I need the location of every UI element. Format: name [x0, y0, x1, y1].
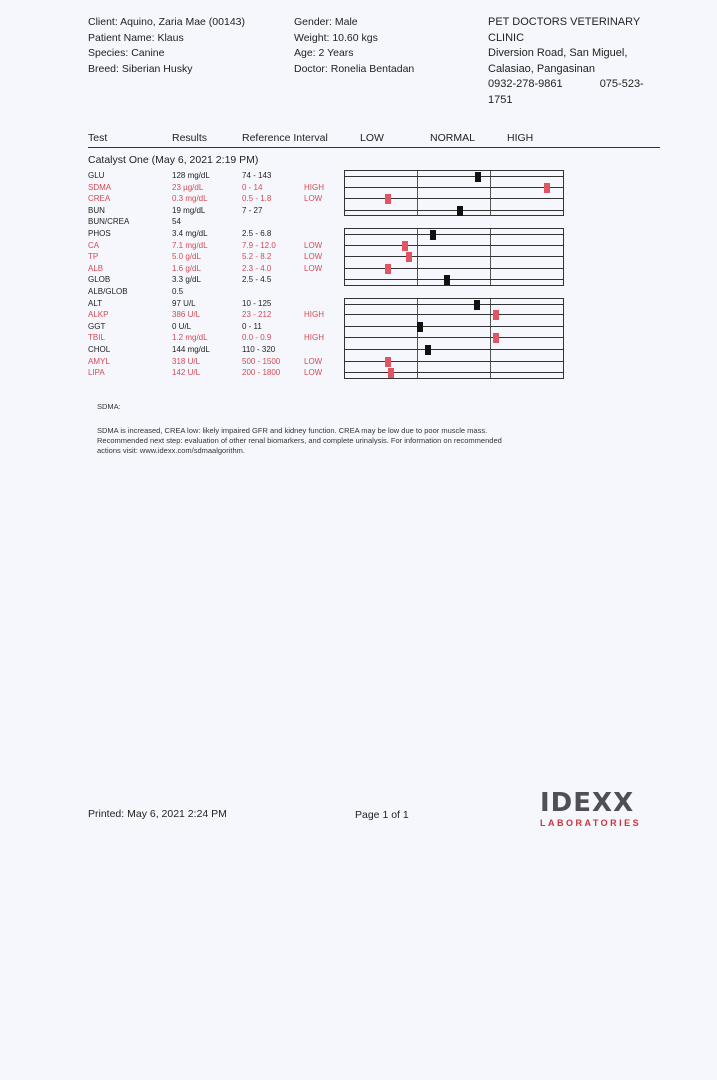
- range-gauge: [344, 205, 564, 217]
- report-header: [88, 15, 668, 110]
- result-marker: [493, 310, 499, 320]
- result-flag: LOW: [304, 368, 323, 378]
- reference-interval: 10 - 125: [242, 298, 272, 308]
- range-gauge: [344, 356, 564, 368]
- weight: Weight: 10.60 kgs: [294, 31, 378, 44]
- patient-name: Patient Name: Klaus: [88, 31, 184, 44]
- test-result: 1.2 mg/dL: [172, 333, 208, 343]
- result-row-phos: [88, 228, 688, 240]
- clinic-phone-1: 0932-278-9861: [488, 78, 563, 90]
- reference-interval: 0 - 11: [242, 321, 262, 331]
- result-flag: LOW: [304, 240, 323, 250]
- test-name: ALB/GLOB: [88, 287, 128, 296]
- clinic-phone-2: 075-523-: [599, 78, 644, 90]
- page-number: Page 1 of 1: [355, 809, 409, 821]
- reference-interval: 7.9 - 12.0: [242, 240, 276, 250]
- reference-interval: 2.5 - 6.8: [242, 229, 272, 238]
- test-result: 97 U/L: [172, 298, 196, 308]
- result-row-bun-crea: [88, 216, 688, 228]
- range-gauge: [344, 263, 564, 275]
- col-low: LOW: [360, 132, 384, 144]
- result-row-ggt: [88, 321, 688, 333]
- result-marker: [402, 241, 408, 251]
- section-title: Catalyst One (May 6, 2021 2:19 PM): [88, 154, 259, 166]
- result-row-alt: [88, 298, 688, 310]
- reference-interval: 200 - 1800: [242, 368, 281, 378]
- reference-interval: 2.5 - 4.5: [242, 275, 272, 285]
- note-title: SDMA:: [97, 402, 121, 411]
- result-marker: [474, 300, 480, 310]
- column-headers: [88, 132, 660, 148]
- reference-interval: 23 - 212: [242, 310, 272, 320]
- test-name: GLOB: [88, 275, 111, 285]
- result-row-amyl: [88, 356, 688, 368]
- col-normal: NORMAL: [430, 132, 475, 144]
- doctor: Doctor: Ronelia Bentadan: [294, 62, 415, 75]
- result-flag: HIGH: [304, 310, 324, 320]
- interpretation-comment: SDMA is increased, CREA low: likely impaired GFR and kidney function. CREA may be low due to poor muscle mass. Recommended next step: evaluation of other renal biomarkers, and complete urinalysis. For information on recommended actions visit: www.idexx.com/sdmaalgorithm.: [97, 426, 502, 455]
- result-marker: [385, 194, 391, 204]
- result-marker: [425, 345, 431, 355]
- reference-interval: 7 - 27: [242, 205, 263, 215]
- age: Age: 2 Years: [294, 47, 354, 59]
- result-marker: [544, 183, 550, 193]
- test-result: 54: [172, 217, 181, 227]
- result-flag: LOW: [304, 263, 323, 273]
- clinic-phone-3: 1751: [488, 93, 513, 106]
- result-marker: [430, 230, 436, 240]
- reference-interval: 500 - 1500: [242, 356, 281, 366]
- logo-main: IDEXX: [540, 788, 635, 818]
- range-gauge: [344, 309, 564, 321]
- test-name: TBIL: [88, 333, 105, 343]
- test-name: SDMA: [88, 182, 112, 192]
- test-name: TP: [88, 252, 99, 262]
- client-name: Client: Aquino, Zaria Mae (00143): [88, 16, 246, 28]
- test-result: 142 U/L: [172, 368, 201, 378]
- range-gauge: [344, 321, 564, 333]
- result-row-glob: [88, 274, 688, 286]
- test-name: LIPA: [88, 368, 105, 378]
- test-result: 0.3 mg/dL: [172, 194, 208, 204]
- test-result: 19 mg/dL: [172, 205, 206, 215]
- result-marker: [406, 252, 412, 262]
- test-result: 1.6 g/dL: [172, 263, 201, 273]
- range-gauge: [344, 240, 564, 252]
- range-gauge: [344, 228, 564, 240]
- test-name: GGT: [88, 321, 106, 331]
- reference-interval: 0.0 - 0.9: [242, 333, 272, 343]
- result-marker: [385, 357, 391, 367]
- col-reference: Reference Interval: [242, 132, 328, 144]
- test-result: 386 U/L: [172, 310, 201, 320]
- breed: Breed: Siberian Husky: [88, 62, 193, 75]
- col-test: Test: [88, 132, 108, 144]
- reference-interval: 74 - 143: [242, 171, 272, 180]
- test-result: 3.4 mg/dL: [172, 229, 208, 238]
- test-result: 7.1 mg/dL: [172, 240, 208, 250]
- range-gauge: [344, 193, 564, 205]
- result-flag: LOW: [304, 252, 323, 262]
- reference-interval: 0 - 14: [242, 182, 263, 192]
- result-marker: [388, 368, 394, 378]
- result-flag: HIGH: [304, 333, 324, 343]
- logo-sub: LABORATORIES: [540, 818, 642, 828]
- test-name: CHOL: [88, 345, 111, 354]
- reference-interval: 0.5 - 1.8: [242, 194, 272, 204]
- result-flag: LOW: [304, 194, 323, 204]
- reference-interval: 2.3 - 4.0: [242, 263, 272, 273]
- test-name: BUN/CREA: [88, 217, 130, 227]
- test-name: AMYL: [88, 356, 110, 366]
- range-gauge: [344, 332, 564, 344]
- range-gauge: [344, 298, 564, 310]
- range-gauge: [344, 274, 564, 286]
- patient-details: [294, 15, 414, 77]
- reference-interval: 110 - 320: [242, 345, 276, 354]
- gender: Gender: Male: [294, 16, 358, 28]
- client-info: [88, 15, 245, 77]
- test-result: 0.5: [172, 287, 184, 296]
- result-marker: [385, 264, 391, 274]
- col-high: HIGH: [507, 132, 534, 144]
- printed-date: Printed: May 6, 2021 2:24 PM: [88, 808, 227, 820]
- idexx-logo: [540, 790, 660, 830]
- clinic-name: PET DOCTORS VETERINARY CLINIC: [488, 16, 641, 44]
- result-marker: [475, 172, 481, 182]
- test-name: ALKP: [88, 310, 109, 320]
- test-result: 144 mg/dL: [172, 345, 210, 354]
- range-gauge: [344, 251, 564, 263]
- result-row-chol: [88, 344, 688, 356]
- range-gauge: [344, 170, 564, 182]
- result-row-alkp: [88, 309, 688, 321]
- range-gauge: [344, 344, 564, 356]
- range-gauge: [344, 182, 564, 194]
- reference-interval: 5.2 - 8.2: [242, 252, 272, 262]
- col-results: Results: [172, 132, 208, 144]
- clinic-phones: [488, 77, 658, 93]
- test-name: CREA: [88, 194, 111, 204]
- result-flag: HIGH: [304, 182, 324, 192]
- range-gauge: [344, 367, 564, 379]
- test-name: BUN: [88, 205, 105, 215]
- result-row-ca: [88, 240, 688, 252]
- clinic-address-1: Diversion Road, San Miguel,: [488, 47, 628, 59]
- test-result: 5.0 g/dL: [172, 252, 201, 262]
- result-row-tbil: [88, 332, 688, 344]
- result-row-glu: [88, 170, 688, 182]
- result-marker: [444, 275, 450, 285]
- test-name: GLU: [88, 171, 105, 180]
- result-row-crea: [88, 193, 688, 205]
- test-result: 23 µg/dL: [172, 182, 204, 192]
- result-row-sdma: [88, 182, 688, 194]
- test-result: 0 U/L: [172, 321, 192, 331]
- result-row-alb-glob: [88, 286, 688, 298]
- result-marker: [457, 206, 463, 216]
- clinic-address-2: Calasiao, Pangasinan: [488, 62, 596, 75]
- result-row-bun: [88, 205, 688, 217]
- test-result: 3.3 g/dL: [172, 275, 201, 285]
- test-result: 318 U/L: [172, 356, 201, 366]
- test-name: ALB: [88, 263, 104, 273]
- test-name: CA: [88, 240, 100, 250]
- test-name: ALT: [88, 298, 103, 308]
- result-marker: [417, 322, 423, 332]
- result-flag: LOW: [304, 356, 323, 366]
- result-row-tp: [88, 251, 688, 263]
- species: Species: Canine: [88, 47, 165, 59]
- result-row-alb: [88, 263, 688, 275]
- clinic-info: [488, 15, 658, 108]
- test-name: PHOS: [88, 229, 111, 238]
- result-marker: [493, 333, 499, 343]
- test-result: 128 mg/dL: [172, 171, 210, 180]
- result-row-lipa: [88, 367, 688, 379]
